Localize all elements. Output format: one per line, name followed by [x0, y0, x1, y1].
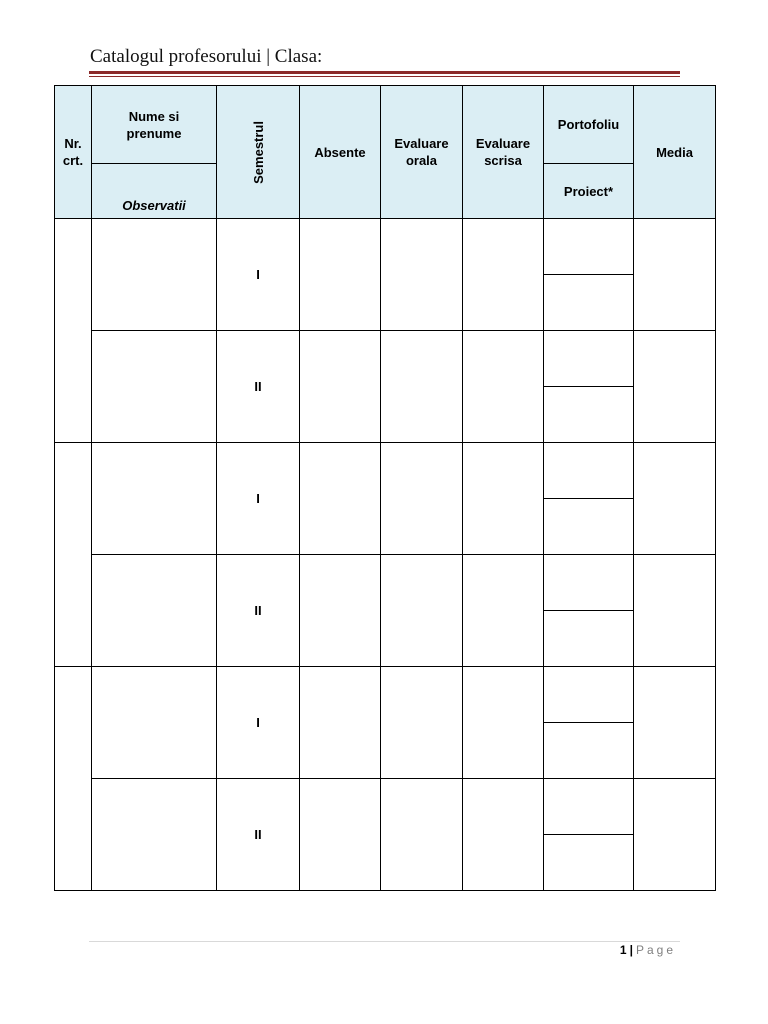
table-row [55, 555, 716, 611]
nume-cell [92, 443, 217, 555]
evaluare-orala-cell [381, 555, 463, 667]
header-semestrul: Semestrul [217, 86, 300, 219]
footer-rule [89, 941, 680, 942]
evaluare-orala-cell [381, 667, 463, 779]
absente-cell [300, 331, 381, 443]
semester-cell: II [217, 555, 300, 667]
evaluare-scrisa-cell [463, 667, 544, 779]
header-proiect: Proiect* [544, 164, 634, 219]
media-cell [634, 555, 716, 667]
media-cell [634, 667, 716, 779]
portofoliu-cell [544, 443, 634, 499]
evaluare-orala-cell [381, 331, 463, 443]
header-nr-crt: Nr. crt. [55, 86, 92, 219]
header-row-1 [55, 86, 716, 164]
nr-crt-cell [55, 667, 92, 891]
semester-cell: I [217, 219, 300, 331]
absente-cell [300, 219, 381, 331]
header-nume-prenume: Nume si prenume [92, 86, 217, 164]
absente-cell [300, 555, 381, 667]
proiect-cell [544, 835, 634, 891]
header-portofoliu: Portofoliu [544, 86, 634, 164]
page-footer [620, 943, 676, 957]
nume-cell [92, 219, 217, 331]
footer-separator: | [629, 943, 633, 957]
evaluare-scrisa-cell [463, 779, 544, 891]
proiect-cell [544, 723, 634, 779]
header-observatii: Observatii [92, 164, 217, 219]
catalog-table [54, 85, 716, 891]
portofoliu-cell [544, 555, 634, 611]
nume-cell [92, 331, 217, 443]
nr-crt-cell [55, 443, 92, 667]
evaluare-scrisa-cell [463, 555, 544, 667]
evaluare-orala-cell [381, 779, 463, 891]
proiect-cell [544, 611, 634, 667]
table-row [55, 219, 716, 275]
media-cell [634, 443, 716, 555]
absente-cell [300, 667, 381, 779]
nr-crt-cell [55, 219, 92, 443]
semester-cell: II [217, 331, 300, 443]
absente-cell [300, 779, 381, 891]
table-row [55, 331, 716, 387]
semester-cell: I [217, 667, 300, 779]
title-rule-thick [89, 71, 680, 74]
media-cell [634, 779, 716, 891]
media-cell [634, 331, 716, 443]
nume-cell [92, 779, 217, 891]
media-cell [634, 219, 716, 331]
evaluare-scrisa-cell [463, 219, 544, 331]
portofoliu-cell [544, 667, 634, 723]
semester-cell: I [217, 443, 300, 555]
page-label: Page [635, 943, 676, 957]
table-row [55, 779, 716, 835]
title-rule-thin [89, 76, 680, 77]
table-row [55, 667, 716, 723]
header-media: Media [634, 86, 716, 219]
portofoliu-cell [544, 219, 634, 275]
header-evaluare-orala: Evaluare orala [381, 86, 463, 219]
header-evaluare-scrisa: Evaluare scrisa [463, 86, 544, 219]
absente-cell [300, 443, 381, 555]
header-absente: Absente [300, 86, 381, 219]
evaluare-scrisa-cell [463, 443, 544, 555]
evaluare-orala-cell [381, 219, 463, 331]
nume-cell [92, 667, 217, 779]
nume-cell [92, 555, 217, 667]
proiect-cell [544, 387, 634, 443]
portofoliu-cell [544, 331, 634, 387]
evaluare-scrisa-cell [463, 331, 544, 443]
semester-cell: II [217, 779, 300, 891]
proiect-cell [544, 499, 634, 555]
portofoliu-cell [544, 779, 634, 835]
document-title: Catalogul profesorului | Clasa: [90, 46, 323, 67]
page-number: 1 [619, 943, 627, 957]
proiect-cell [544, 275, 634, 331]
table-row [55, 443, 716, 499]
evaluare-orala-cell [381, 443, 463, 555]
